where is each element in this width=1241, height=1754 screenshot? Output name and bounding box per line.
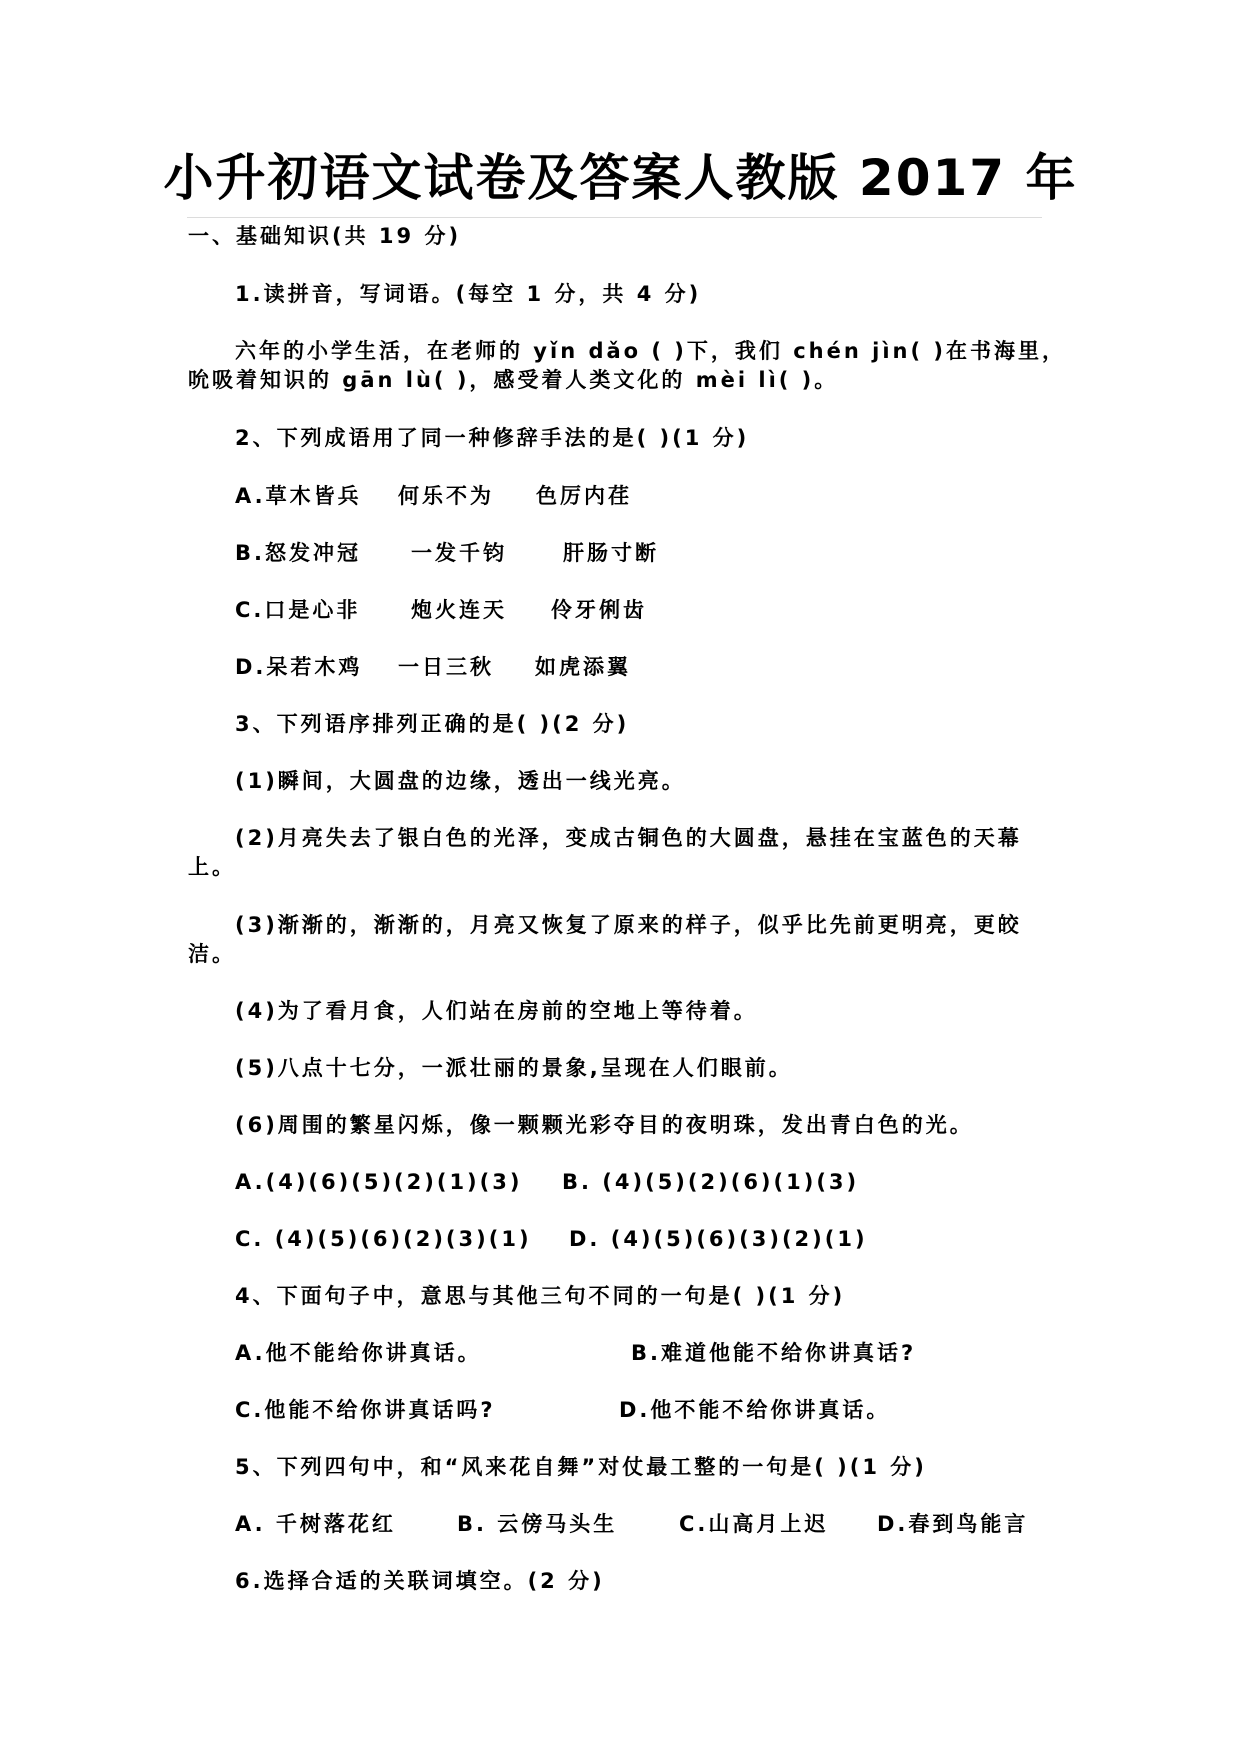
q3-options-row-2 [235,1225,868,1253]
q2-option-a [235,482,632,510]
q3-sentence-2-line-2: 上。 [188,855,236,879]
q5-option-b: B. 云傍马头生 [457,1512,618,1536]
q2-option-a-word-2: 何乐不为 [398,484,494,508]
q1-paragraph-line-2: 吮吸着知识的 gān lù( )，感受着人类文化的 mèi lì( )。 [188,368,839,392]
q3-sentence-3-line-1: (3)渐渐的，渐渐的，月亮又恢复了原来的样子，似乎比先前更明亮，更皎 [235,913,1022,937]
q2-option-c [235,596,647,624]
q3-stem: 3、下列语序排列正确的是( )(2 分) [235,712,630,736]
q3-option-d: D. (4)(5)(6)(3)(2)(1) [569,1227,868,1251]
q3-options-row-1 [235,1168,859,1196]
q4-options-row-1 [235,1339,916,1367]
q1-paragraph-line-1: 六年的小学生活，在老师的 yǐn dǎo ( )下，我们 chén jìn( )在书海里， [235,339,1066,363]
q2-option-d-word-2: 一日三秋 [398,655,494,679]
q2-option-b-word-1: B.怒发冲冠 [235,541,361,565]
q5-option-c: C.山高月上迟 [679,1512,829,1536]
q3-option-b: B. (4)(5)(2)(6)(1)(3) [562,1170,860,1194]
q3-sentence-3-line-2: 洁。 [188,942,236,966]
q1-stem: 1.读拼音，写词语。(每空 1 分，共 4 分) [235,282,702,306]
q2-stem: 2、下列成语用了同一种修辞手法的是( )(1 分) [235,426,750,450]
q3-sentence-5: (5)八点十七分，一派壮丽的景象,呈现在人们眼前。 [235,1056,793,1080]
q2-option-d [235,653,631,681]
q2-option-c-word-2: 炮火连天 [411,598,507,622]
q5-option-a: A. 千树落花红 [235,1512,396,1536]
q2-option-c-word-3: 伶牙俐齿 [551,598,647,622]
q5-stem: 5、下列四句中，和“风来花自舞”对仗最工整的一句是( )(1 分) [235,1455,927,1479]
page-title: 小升初语文试卷及答案人教版 2017 年 [163,149,1078,207]
q4-stem: 4、下面句子中，意思与其他三句不同的一句是( )(1 分) [235,1284,846,1308]
q4-options-row-2 [235,1396,890,1424]
q2-option-b [235,539,659,567]
title-divider [187,217,1042,218]
q2-option-b-word-3: 肝肠寸断 [563,541,659,565]
q2-option-a-word-3: 色厉内荏 [536,484,632,508]
q3-sentence-6: (6)周围的繁星闪烁，像一颗颗光彩夺目的夜明珠，发出青白色的光。 [235,1113,974,1137]
q4-option-c: C.他能不给你讲真话吗? [235,1398,496,1422]
q6-stem: 6.选择合适的关联词填空。(2 分) [235,1569,605,1593]
q3-sentence-2-line-1: (2)月亮失去了银白色的光泽，变成古铜色的大圆盘，悬挂在宝蓝色的天幕 [235,826,1022,850]
q2-option-d-word-3: 如虎添翼 [535,655,631,679]
q3-option-a: A.(4)(6)(5)(2)(1)(3) [235,1170,523,1194]
q5-option-d: D.春到鸟能言 [877,1512,1029,1536]
q4-option-d: D.他不能不给你讲真话。 [619,1398,891,1422]
q2-option-b-word-2: 一发千钧 [411,541,507,565]
q2-option-a-word-1: A.草木皆兵 [235,484,362,508]
q2-option-d-word-1: D.呆若木鸡 [235,655,363,679]
q3-option-c: C. (4)(5)(6)(2)(3)(1) [235,1227,532,1251]
section-heading: 一、基础知识(共 19 分) [188,224,462,248]
q5-options [235,1510,1028,1538]
q4-option-b: B.难道他能不给你讲真话? [631,1341,917,1365]
q3-sentence-4: (4)为了看月食，人们站在房前的空地上等待着。 [235,999,758,1023]
q3-sentence-1: (1)瞬间，大圆盘的边缘，透出一线光亮。 [235,769,686,793]
q2-option-c-word-1: C.口是心非 [235,598,361,622]
q4-option-a: A.他不能给你讲真话。 [235,1341,482,1365]
